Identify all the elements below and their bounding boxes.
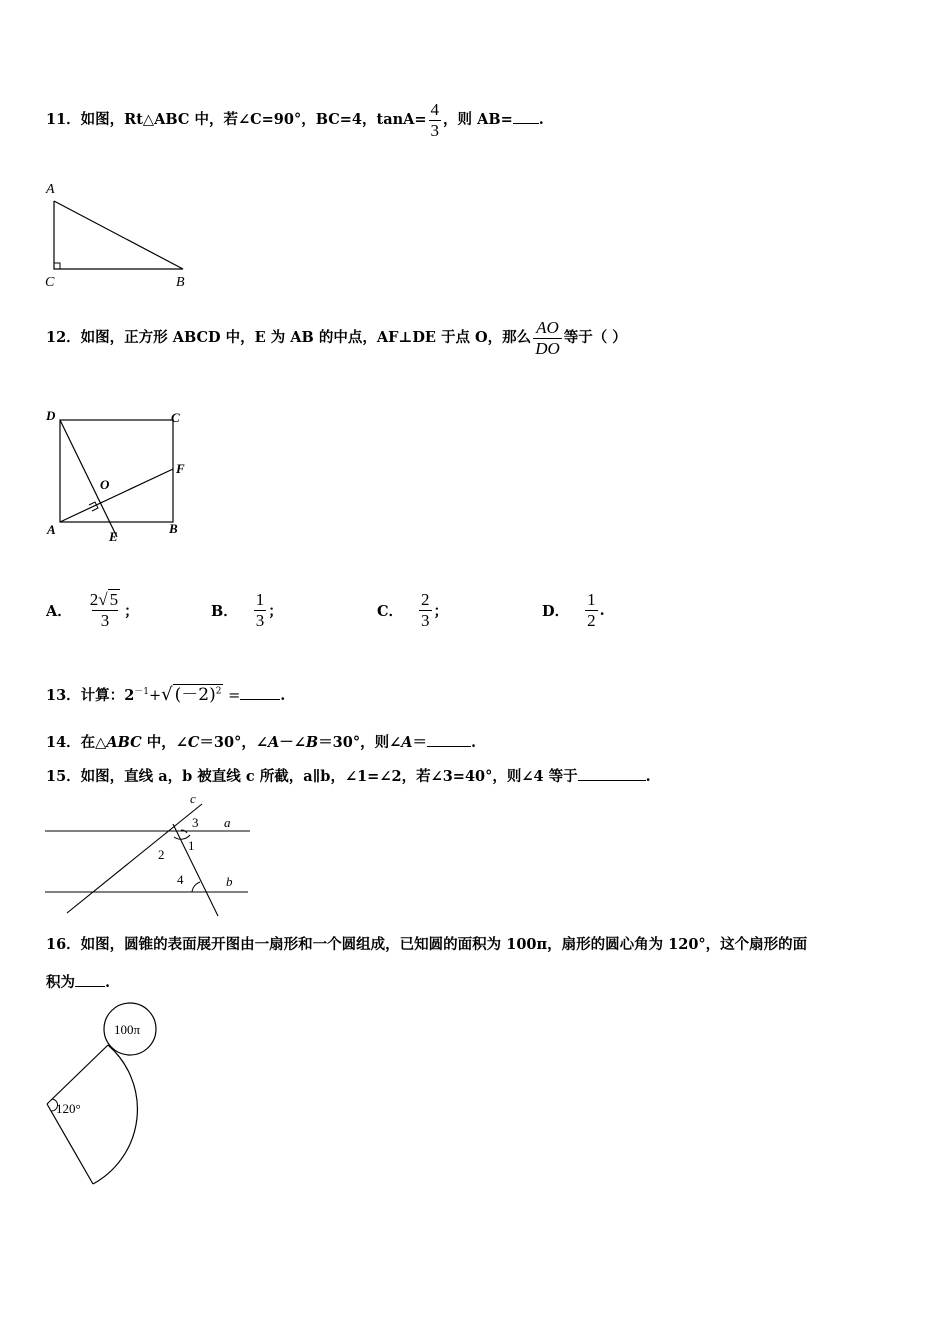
- line-c-label: c: [190, 791, 196, 806]
- point-e-label: E: [109, 529, 118, 544]
- question-16: 16．如图，圆锥的表面展开图由一扇形和一个圆组成，已知圆的面积为 100π，扇形的圆心角为 120°，这个扇形的面: [46, 936, 808, 953]
- angle-3-label: 3: [192, 815, 199, 830]
- vertex-b-label: B: [169, 521, 178, 536]
- vertex-c-label: C: [171, 410, 180, 425]
- q12-fraction: $\frac{AO}{DO}$: [535, 318, 560, 358]
- question-15: 15．如图，直线 a，b 被直线 c 所截，a∥b，∠1=∠2，若∠3=40°，则∠4 等于 .: [46, 768, 651, 785]
- q12-text: 12．如图，正方形 ABCD 中，E 为 AB 的中点，AF⊥DE 于点 O，那么: [46, 329, 532, 347]
- q16-answer-blank: [75, 974, 105, 987]
- figure-16-cone-net: [38, 1000, 168, 1190]
- q13-exponent: －1: [134, 687, 150, 698]
- point-o-label: O: [100, 477, 110, 492]
- q13-answer-blank: [240, 687, 280, 700]
- figure-12-square: [40, 402, 200, 547]
- vertex-b-label: B: [176, 275, 185, 290]
- point-f-label: F: [176, 461, 185, 476]
- angle-2-label: 2: [158, 847, 165, 862]
- option-a[interactable]: A． $\frac{2√ 5}{3}$ ；: [46, 590, 139, 630]
- option-b[interactable]: B． $\frac{1}{3}$ ；: [211, 590, 283, 630]
- q13-radicand: $(-2)^2$: [174, 685, 222, 705]
- vertex-d-label: D: [46, 408, 56, 423]
- line-a-label: a: [224, 815, 231, 830]
- figure-11-triangle: [40, 180, 195, 292]
- q13-base: 2: [124, 687, 135, 704]
- question-13: 13．计算：$2^{-1}+√$ $(-2)^2$ = .: [46, 684, 286, 705]
- q11-fraction: $\frac{4}{3}$: [430, 100, 440, 140]
- question-14: 14．在△ABC 中，∠C＝30°，∠A－∠B＝30°，则∠A＝ .: [46, 734, 477, 751]
- option-a-fraction: $\frac{2√ 5}{3}$: [89, 590, 119, 630]
- q11-answer-blank: [513, 111, 539, 124]
- angle-1-label: 1: [188, 838, 195, 853]
- question-16-line2: 积为 .: [46, 974, 111, 991]
- question-12: 12．如图，正方形 ABCD 中，E 为 AB 的中点，AF⊥DE 于点 O，那么 $\frac{AO}{DO}$ 等于（ ）: [46, 318, 627, 358]
- figure-15-parallel-lines: [40, 790, 260, 920]
- central-angle-label: 120°: [56, 1101, 81, 1116]
- q15-answer-blank: [578, 768, 646, 781]
- circle-area-label: 100π: [114, 1022, 141, 1037]
- q14-answer-blank: [427, 734, 471, 747]
- vertex-a-label: A: [47, 522, 56, 537]
- question-11: 11．如图，Rt△ABC 中，若∠C=90°，BC=4，tanA= $\frac{4}{3}$ ，则 AB= .: [46, 100, 544, 140]
- angle-4-label: 4: [177, 872, 184, 887]
- option-d[interactable]: D． $\frac{1}{2}$ .: [542, 590, 605, 630]
- vertex-c-label: C: [45, 275, 55, 290]
- q11-text: 11．如图，Rt△ABC 中，若∠C=90°，BC=4，tanA=: [46, 111, 427, 129]
- line-b-label: b: [226, 874, 233, 889]
- vertex-a-label: A: [46, 182, 55, 197]
- option-c[interactable]: C． $\frac{2}{3}$ ；: [377, 590, 449, 630]
